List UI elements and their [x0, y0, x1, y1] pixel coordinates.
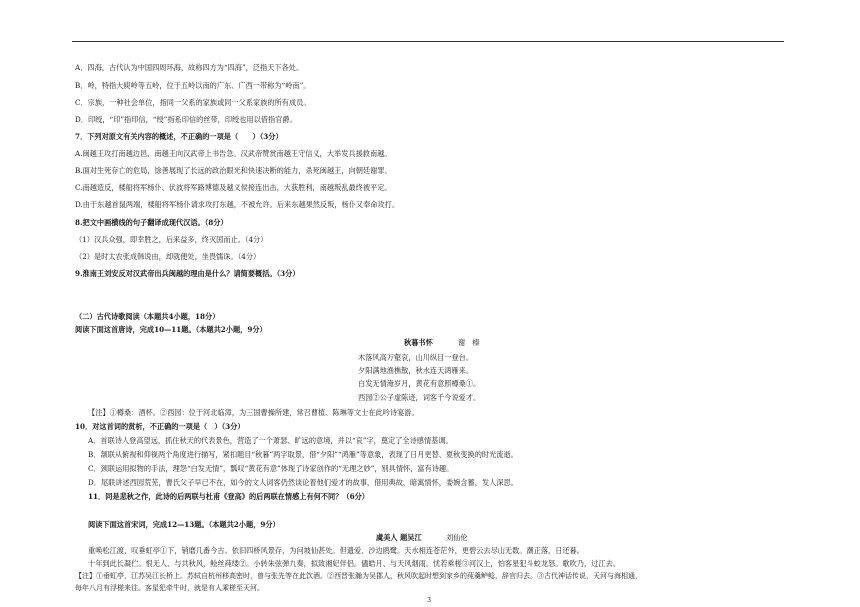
section-heading: （二）古代诗歌阅读（本题共4小题，18分）	[75, 312, 220, 321]
question-10-option-b: B．颔联从俯视和仰视两个角度进行描写，紧扣题目“秋暮”两字取景，借“夕阳”“鸿雁”等意象，表现了日月更替、夏秋变换的时光流逝。	[88, 450, 518, 459]
poem-title: 秋暮书怀	[404, 338, 433, 347]
question-11-stem: 11．同是悲秋之作，此诗的后两联与杜甫《登高》的后两联在情感上有何不同？（6分）	[88, 492, 369, 501]
poem-2-author: 刘仙伦	[446, 533, 468, 542]
question-7-stem: 7．下列对原文有关内容的概述，不正确的一项是（ ）（3分）	[75, 132, 283, 141]
question-10-option-d: D．尾联讲述西园荒芜，曹氏父子早已不在，如今的文人词客仍然谈论着他们爱才的故事，借用典故，暗寓情怀，委婉含蓄，发人深思。	[88, 478, 518, 487]
question-10-option-a: A．首联诗人登高望远，抓住秋天的代表景色，营造了一个萧瑟、旷远的意境，并以“哀”字，奠定了全诗感情基调。	[88, 436, 453, 445]
question-8-sentence-1: （1）汉兵众强，即幸胜之，后来益多，终灭国而止。（4分）	[75, 235, 268, 244]
section-intro-2: 阅读下面这首宋词，完成12—13题。（本题共2小题，9分）	[88, 520, 280, 529]
question-7-option-a: A.闽越王攻打南越边邑，南越王向汉武帝上书告急。汉武帝赞赏南越王守信义，大举发兵援救南越。	[75, 149, 392, 158]
question-8-sentence-2: （2）是时太农张成韩说由，却就便处，坐畏懦诛。（4分）	[75, 252, 261, 261]
poem-2-line-2: 十年到此长凝伫。恨无人、与共秋风，鲙丝莼缕②。小转朱弦弹九奏，拟致湘妃伴侣。儘皓月、与天风烟雨。忧若乘槎③河汉上，怕客星犯斗蛟龙怒。歌吹乃，过江去。	[88, 559, 620, 568]
poem-2-line-1: 重唤松江渡，叹垂虹亭①下，销磨几番今古。依旧四桥风景存，为问坡仙甚处。但遗爱、沙边鸥鹭。天水相连苍茫外，更碧云去尽山无数。潮正落，日还暮。	[88, 546, 584, 555]
question-7-option-b: B.面对生死存亡的危局，馀善展现了长远的政治眼光和快速决断的能力，杀死闽越王，向朝廷谢罪。	[75, 166, 392, 175]
poem-line-1: 木落风高万壑哀，山川纵目一登台。	[358, 353, 474, 362]
option-c: C．宗族，一种社会单位，指同一父系的家族或同一父系家族的所有成员。	[75, 98, 311, 107]
poem-author: 谢 榛	[458, 338, 480, 347]
page-number: 3	[427, 596, 432, 604]
poem-note: 【注】①樽桑：酒杯。②西园：位于河北临漳，为三国曹操所建，常召曹植、陈琳等文士在此吟诗宴游。	[88, 408, 419, 417]
question-10-stem: 10．对这首词的赏析，不正确的一项是（ ）（3分）	[75, 422, 245, 431]
question-10-option-c: C．颈联运用拟物的手法，理怨“白发无情”，瓢叹“黄花有意”体现了诗家创作的“无理之妙”，别具情怀，富有诗趣。	[88, 464, 454, 473]
poem-2-title: 虞美人 题吴江	[376, 533, 422, 542]
header-rule	[72, 41, 784, 42]
question-8-stem: 8.把文中画横线的句子翻译成现代汉语。（8分）	[75, 218, 228, 227]
poem-line-2: 夕阳满地渔樵散，秋水连天鸿雁来。	[358, 366, 474, 375]
option-d: D．印绶，“印”指印信，“绶”指系印信的丝带，印绶也用以借指官爵。	[75, 115, 297, 124]
section-intro: 阅读下面这首唐诗，完成10—11题。（本题共2小题，9分）	[75, 325, 267, 334]
poem-line-3: 白发无情淹岁月，黄花有意照樽桑①。	[358, 379, 481, 388]
question-7-option-d: D.由于东越首鼠两端，楼船将军杨仆请求攻打东越，不被允许。后来东越果然反叛，杨仆又奉命攻打。	[75, 200, 400, 209]
option-b: B．岭，特指大庾岭等五岭，位于五岭以南的广东、广西一带称为“岭南”。	[75, 81, 311, 90]
poem-2-note-cont: 每年八月有浮槎来往。客星犯牵牛时，就是有人乘槎至天河。	[75, 584, 264, 592]
option-a: A．四海，古代认为中国四周环海，故称四方为“四海”，泛指天下各处。	[75, 63, 304, 72]
question-9-stem: 9.淮南王刘安反对汉武帝出兵闽越的理由是什么？请简要概括。（3分）	[75, 269, 300, 278]
poem-2-note: 【注】①垂虹亭，江苏吴江长桥上。苏轼自杭州移高密时，曾与张先等在此饮酒。②西晋张瀚为吴郡人，秋风吹起时想到家乡的莼羹鲈鲶，辞官归去。③古代神话传说，天河与海相通，	[75, 572, 642, 580]
question-7-option-c: C.南越造反，楼船将军杨仆、伏波将军路博德及越义侯接连出击，大获胜利，南越叛乱最终被平定。	[75, 183, 392, 192]
poem-line-4: 西园②公子虚陈迹，词客千今说爱才。	[358, 393, 481, 402]
